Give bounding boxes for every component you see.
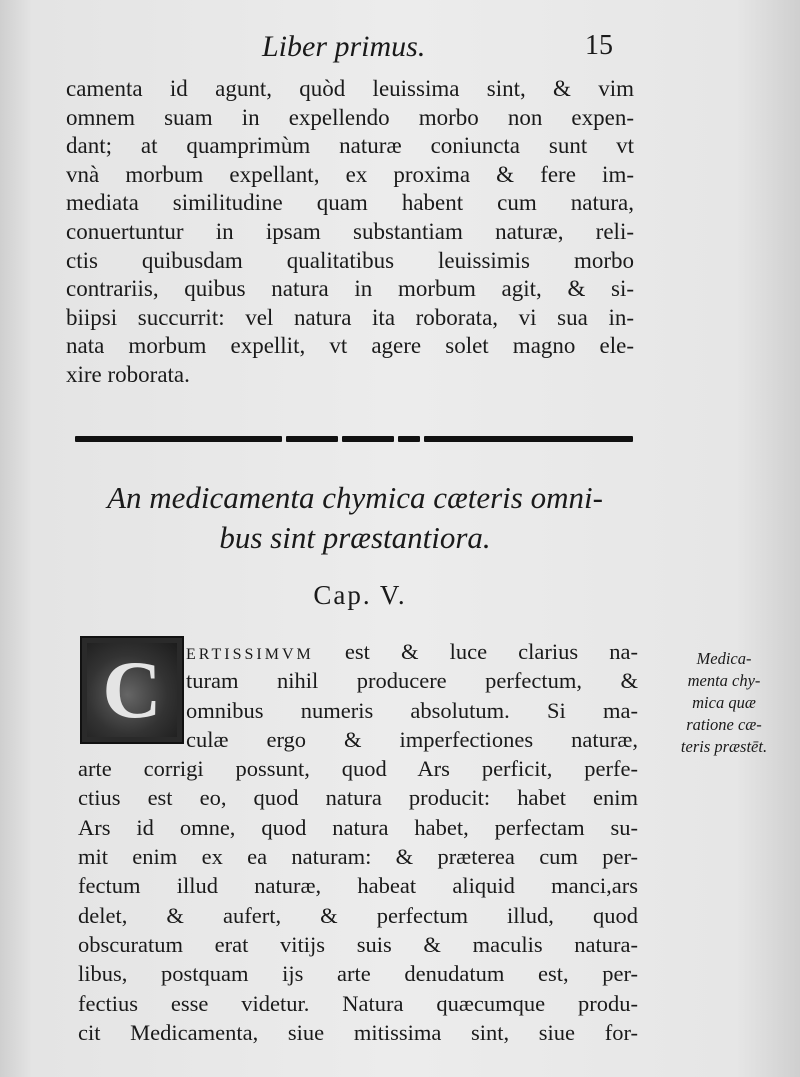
text-line: mediata similitudine quam habent cum natura,	[66, 190, 634, 216]
text-line: ctius est eo, quod natura producit: habet enim	[78, 785, 638, 811]
divider-segment	[398, 436, 420, 442]
text-line: dant; at quamprimùm naturæ coniuncta sunt vt	[66, 133, 634, 159]
text-fragment: est & luce clarius na-	[344, 639, 638, 664]
marginal-line: teris præstēt.	[680, 737, 768, 756]
text-line: nata morbum expellit, vt agere solet magno ele-	[66, 333, 634, 359]
intro-paragraph	[66, 75, 634, 390]
text-line: omnem suam in expellendo morbo non expen-	[66, 104, 634, 130]
text-line: obscuratum erat vitijs suis & maculis natura-	[78, 931, 638, 957]
text-line: delet, & aufert, & perfectum illud, quod	[78, 902, 638, 928]
running-title: Liber primus.	[262, 30, 426, 63]
chapter-title-line: bus sint præstantiora.	[219, 520, 491, 555]
page-number: 15	[585, 30, 613, 61]
divider-segment	[286, 436, 338, 442]
text-line: fectius esse videtur. Natura quæcumque produ-	[78, 990, 638, 1016]
text-line: ctis quibusdam qualitatibus leuissimis morbo	[66, 247, 634, 273]
marginal-line: ratione cæ-	[686, 715, 762, 734]
marginal-note	[654, 648, 794, 758]
text-line: biipsi succurrit: vel natura ita roborata, vi sua in-	[66, 304, 634, 330]
text-line: contrariis, quibus natura in morbum agit, & si-	[66, 276, 634, 302]
marginal-line: menta chy-	[687, 671, 761, 690]
text-line: arte corrigi possunt, quod Ars perficit, perfe-	[78, 756, 638, 782]
text-line: fectum illud naturæ, habeat aliquid manci,ars	[78, 873, 638, 899]
text-line: mit enim ex ea naturam: & præterea cum per-	[78, 844, 638, 870]
marginal-line: Medica-	[696, 649, 752, 668]
section-divider	[75, 436, 633, 444]
text-line: xire roborata.	[66, 361, 190, 387]
page-header	[0, 30, 800, 70]
chapter-number: Cap. V.	[313, 580, 407, 610]
text-line: camenta id agunt, quòd leuissima sint, & vim	[66, 76, 634, 101]
divider-segment	[342, 436, 394, 442]
text-line: culæ ergo & imperfectiones naturæ,	[186, 726, 638, 752]
text-line: omnibus numeris absolutum. Si ma-	[186, 697, 638, 723]
chapter-paragraph	[78, 637, 638, 1047]
initial-letter: C	[87, 643, 177, 737]
divider-segment	[424, 436, 633, 442]
text-line: vnà morbum expellant, ex proxima & fere im-	[66, 161, 634, 187]
text-line: turam nihil producere perfectum, &	[186, 668, 638, 694]
chapter-title	[60, 478, 650, 558]
text-line: conuertuntur in ipsam substantiam naturæ, reli-	[66, 218, 634, 244]
text-line: libus, postquam ijs arte denudatum est, per-	[78, 961, 638, 987]
text-line: cit Medicamenta, siue mitissima sint, siue for-	[78, 1019, 638, 1045]
divider-segment	[75, 436, 282, 442]
marginal-line: mica quæ	[692, 693, 756, 712]
opening-word: ertissimvm	[186, 639, 314, 664]
text-line: Ars id omne, quod natura habet, perfectam su-	[78, 814, 638, 840]
chapter-title-line: An medicamenta chymica cæteris omni-	[107, 480, 603, 515]
text-line	[78, 637, 638, 666]
